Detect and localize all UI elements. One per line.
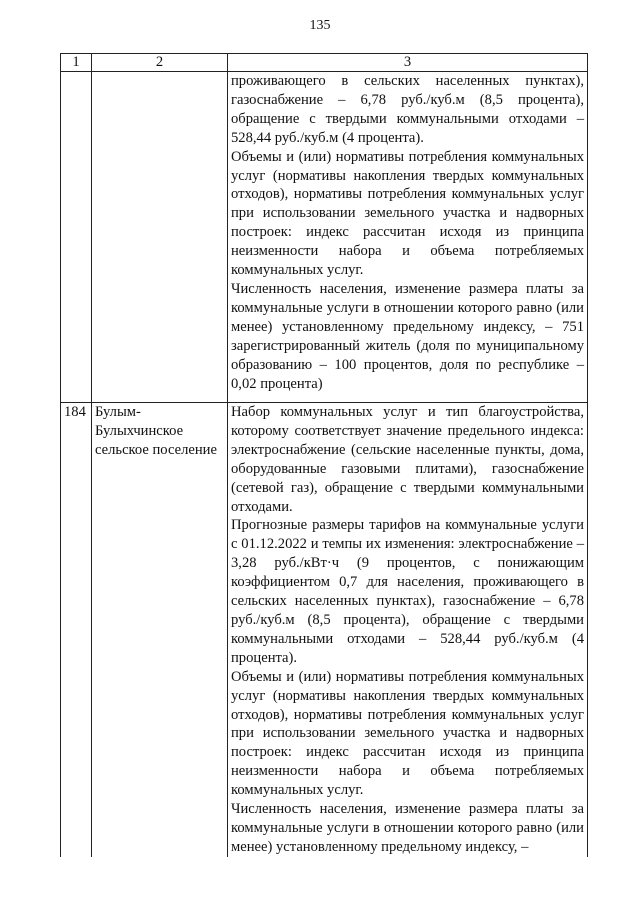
table-header-row xyxy=(61,54,588,72)
description-paragraph: Объемы и (или) нормативы потребления коммунальных услуг (нормативы накопления твердых коммунальных отходов), нормативы потребления коммунальных услуг при использовании земельного участка и надворных построек: индекс рассчитан исходя из принципа неизменности набора и объема потребляемых коммунальных услуг. xyxy=(231,148,584,279)
municipality-name xyxy=(92,72,228,403)
description-paragraph: Набор коммунальных услуг и тип благоустройства, которому соответствует значение предельного индекса: электроснабжение (сельские населенные пункты, дома, оборудованные газовыми плитами), газоснабжение (сетевой газ), обращение с твердыми коммунальными отходами. xyxy=(231,404,584,515)
description-paragraph: Объемы и (или) нормативы потребления коммунальных услуг (нормативы накопления твердых коммунальных отходов), нормативы потребления коммунальных услуг при использовании земельного участка и надворных построек: индекс рассчитан исходя из принципа неизменности набора и объема потребляемых коммунальных услуг. xyxy=(231,668,584,799)
tariff-table xyxy=(60,53,588,857)
column-header-2: 2 xyxy=(92,54,228,72)
row-number xyxy=(61,72,92,403)
row-description xyxy=(228,403,588,857)
municipality-name: Булым-Булыхчинское сельское поселение xyxy=(92,403,228,857)
description-paragraph: проживающего в сельских населенных пунктах), газоснабжение – 6,78 руб./куб.м (8,5 процента), обращение с твердыми коммунальными отходами – 528,44 руб./куб.м (4 процента). xyxy=(231,73,584,146)
column-header-3: 3 xyxy=(228,54,588,72)
table-row xyxy=(61,403,588,857)
description-paragraph: Численность населения, изменение размера платы за коммунальные услуги в отношении которого равно (или менее) установленному предельному индексу, – 751 зарегистрированный житель (доля по муниципальному образованию – 100 процентов, доля по республике – 0,02 процента) xyxy=(231,280,584,392)
page-number: 135 xyxy=(309,18,331,33)
row-description xyxy=(228,72,588,403)
description-paragraph: Численность населения, изменение размера платы за коммунальные услуги в отношении которого равно (или менее) установленному предельному индексу, – xyxy=(231,801,584,855)
description-paragraph: Прогнозные размеры тарифов на коммунальные услуги с 01.12.2022 и темпы их изменения: электроснабжение – 3,28 руб./кВт·ч (9 процентов, с понижающим коэффициентом 0,7 для населения, проживающего в сельских населенных пунктах), газоснабжение – 6,78 руб./куб.м (8,5 процента), обращение с твердыми коммунальными отходами – 528,44 руб./куб.м (4 процента). xyxy=(231,517,584,666)
row-number: 184 xyxy=(61,403,92,857)
column-header-1: 1 xyxy=(61,54,92,72)
table-row xyxy=(61,72,588,403)
